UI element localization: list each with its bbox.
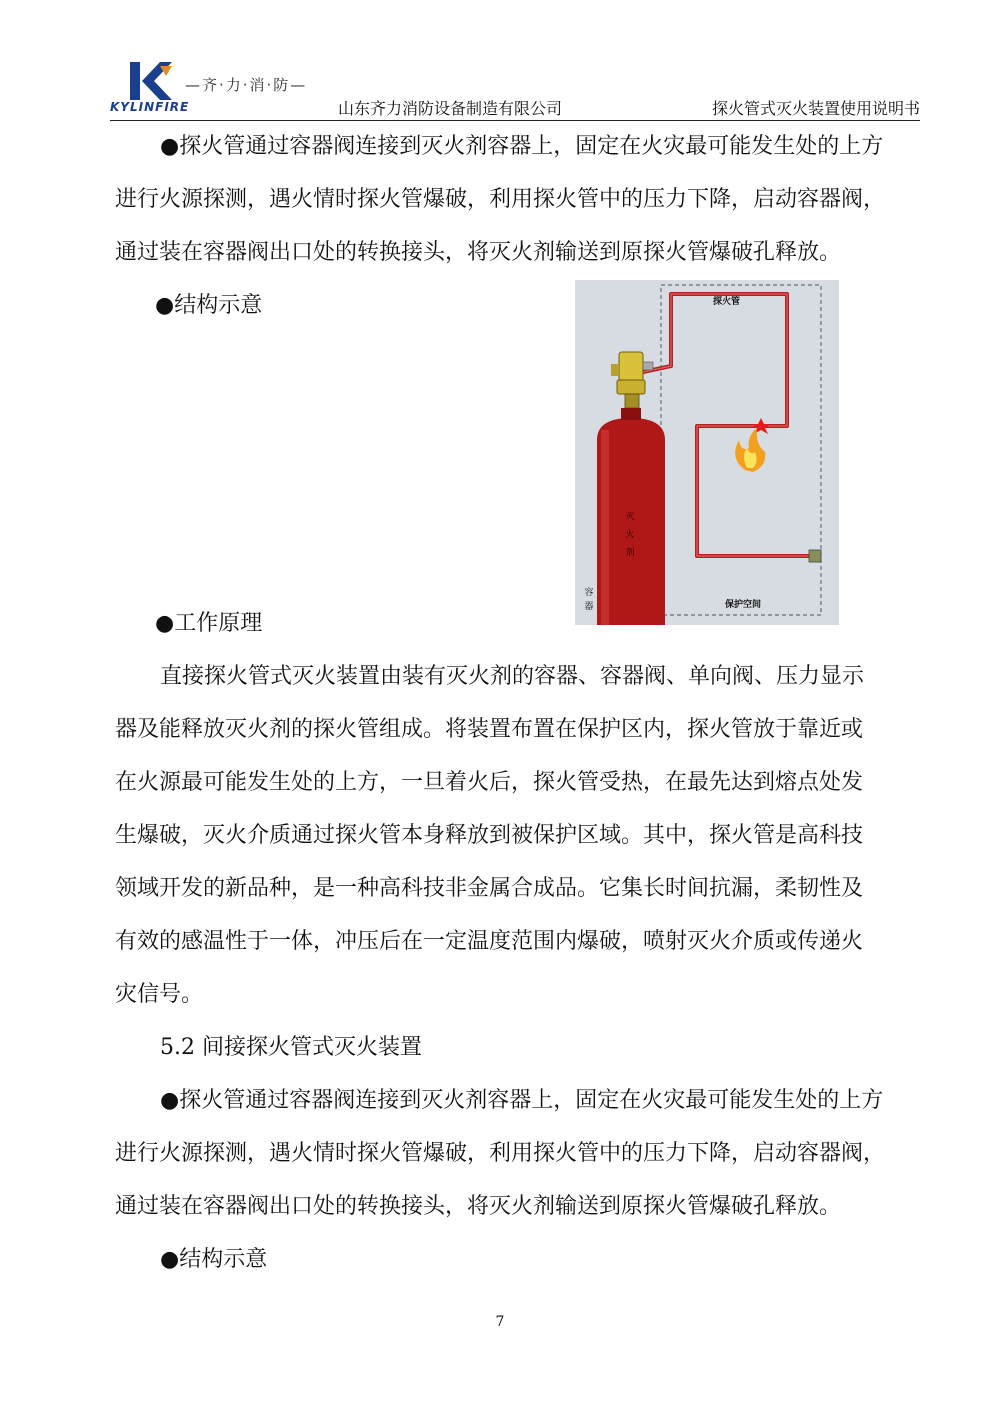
company-name: 山东齐力消防设备制造有限公司 bbox=[338, 99, 563, 118]
para2-line: 器及能释放灭火剂的探火管组成。将装置布置在保护区内，探火管放于靠近或 bbox=[115, 717, 864, 742]
agent-label-char: 剂 bbox=[625, 548, 635, 558]
company-logo bbox=[110, 60, 310, 120]
header-divider bbox=[110, 120, 920, 121]
logo-chinese-text: —齐·力·消·防— bbox=[185, 76, 308, 94]
section-heading: 5.2 间接探火管式灭火装置 bbox=[160, 1035, 422, 1060]
container-label-char: 容 bbox=[584, 588, 594, 598]
principle-heading: ●工作原理 bbox=[155, 611, 263, 636]
container-label-char: 器 bbox=[584, 602, 594, 612]
para2-line: 生爆破，灭火介质通过探火管本身释放到被保护区域。其中，探火管是高科技 bbox=[115, 823, 864, 848]
para3-line: ●探火管通过容器阀连接到灭火剂容器上，固定在火灾最可能发生处的上方 bbox=[160, 1088, 884, 1113]
para2-line: 领域开发的新品种，是一种高科技非金属合成品。它集长时间抗漏，柔韧性及 bbox=[115, 876, 864, 901]
para1-line: 通过装在容器阀出口处的转换接头，将灭火剂输送到原探火管爆破孔释放。 bbox=[115, 240, 842, 265]
page-header bbox=[110, 60, 920, 122]
structure-heading-2: ●结构示意 bbox=[160, 1247, 268, 1272]
para1-line: 进行火源探测，遇火情时探火管爆破，利用探火管中的压力下降，启动容器阀， bbox=[115, 187, 886, 212]
para2-line: 灾信号。 bbox=[115, 982, 204, 1007]
para3-line: 通过装在容器阀出口处的转换接头，将灭火剂输送到原探火管爆破孔释放。 bbox=[115, 1194, 842, 1219]
logo-english-text: KYLINFIRE bbox=[110, 100, 190, 114]
agent-label-char: 火 bbox=[625, 530, 635, 540]
structure-diagram bbox=[575, 280, 839, 625]
para2-line: 有效的感温性于一体，冲压后在一定温度范围内爆破，喷射灭火介质或传递火 bbox=[115, 929, 864, 954]
page-number: 7 bbox=[495, 1314, 505, 1330]
kylinfire-logo-icon bbox=[130, 62, 180, 100]
para2-line: 在火源最可能发生处的上方，一旦着火后，探火管受热，在最先达到熔点处发 bbox=[115, 770, 864, 795]
structure-heading: ●结构示意 bbox=[155, 293, 263, 318]
tube-label: 探火管 bbox=[713, 297, 741, 307]
para1-line: ●探火管通过容器阀连接到灭火剂容器上，固定在火灾最可能发生处的上方 bbox=[160, 134, 884, 159]
protected-space-label: 保护空间 bbox=[725, 600, 762, 610]
agent-label bbox=[624, 508, 636, 562]
container-label bbox=[583, 586, 595, 614]
agent-label-char: 灭 bbox=[625, 512, 635, 522]
manual-title: 探火管式灭火装置使用说明书 bbox=[711, 99, 920, 118]
para3-line: 进行火源探测，遇火情时探火管爆破，利用探火管中的压力下降，启动容器阀， bbox=[115, 1141, 886, 1166]
para2-line: 直接探火管式灭火装置由装有灭火剂的容器、容器阀、单向阀、压力显示 bbox=[160, 664, 865, 689]
